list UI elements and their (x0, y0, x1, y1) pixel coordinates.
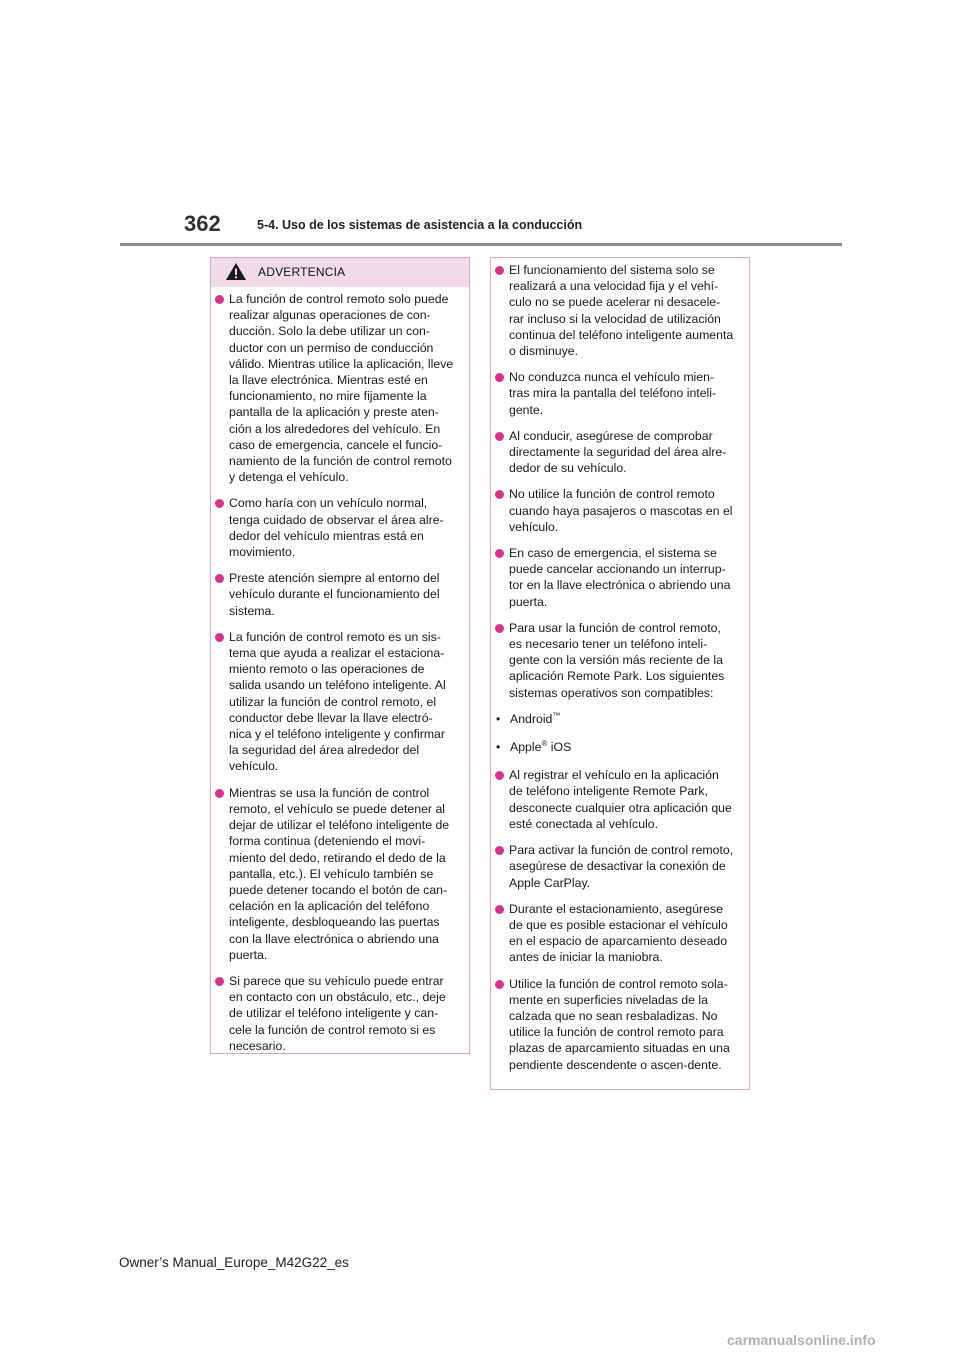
warning-item-text: Para usar la función de control remoto, es necesario tener un teléfono inteli-gente con la versión más reciente de la aplicación Remote Park. Los siguientes sistemas operativos son compatibles: (509, 620, 725, 700)
bullet-icon (495, 432, 504, 441)
warning-item (214, 629, 454, 775)
warning-item-text: No conduzca nunca el vehículo mien-tras mira la pantalla del teléfono inteli-gente. (509, 370, 717, 417)
bullet-icon (495, 624, 504, 633)
warning-item (494, 262, 734, 359)
page-number: 362 (184, 211, 221, 236)
warning-item (494, 369, 734, 418)
warning-title: ADVERTENCIA (258, 265, 346, 279)
warning-item-text: Para activar la función de control remoto, asegúrese de desactivar la conexión de Apple CarPlay. (509, 843, 734, 890)
warning-item (214, 291, 454, 485)
warning-item (214, 785, 454, 963)
warning-item (494, 545, 734, 610)
warning-item (494, 486, 734, 535)
bullet-icon (215, 295, 224, 304)
warning-item (494, 428, 734, 477)
bullet-icon (495, 266, 504, 275)
warning-item-text: Mientras se usa la función de control remoto, el vehículo se puede detener al dejar de utilizar el teléfono inteligente de forma continua (deteniendo el movi-miento del dedo, retirando el dedo de la pantalla, etc.). El vehículo también se puede detener tocando el botón de can-celación en la aplicación del teléfono inteligente, desbloqueando las puertas con la llave electrónica o abriendo una puerta. (229, 785, 450, 962)
list-dot: • (496, 711, 501, 726)
warning-item-text: Durante el estacionamiento, asegúrese de que es posible estacionar el vehículo en el espacio de aparcamiento deseado antes de iniciar la maniobra. (509, 901, 728, 965)
trademark-symbol: ™ (552, 710, 561, 720)
warning-item-text: En caso de emergencia, el sistema se puede cancelar accionando un interrup-tor en la llave electrónica o abriendo una puerta. (509, 546, 731, 609)
warning-item-text: La función de control remoto solo puede realizar algunas operaciones de con-ducción. Solo la debe utilizar un con-ductor con un permiso de conducción válido. Mientras utilice la aplicación, lleve la llave electrónica. Mientras esté en funcionamiento, no mire fijamente la pantalla de la aplicación y preste aten-ción a los alrededores del vehículo. En caso de emergencia, cancele el funcio-namiento de la función de control remoto y detenga el vehículo. (229, 292, 454, 485)
warning-item-text: La función de control remoto es un sis-tema que ayuda a realizar el estaciona-miento remoto o las operaciones de salida usando un teléfono inteligente. Al utilizar la función de control remoto, el conductor debe llevar la llave electró-nica y el teléfono inteligente y confirmar la seguridad del área alrededor del vehículo. (229, 629, 446, 774)
warning-item (214, 570, 454, 619)
warning-item-text: Al registrar el vehículo en la aplicación de teléfono inteligente Remote Park, desconecte cualquier otra aplicación que esté conectada al vehículo. (509, 768, 732, 831)
bullet-icon (215, 789, 224, 798)
bullet-icon (495, 373, 504, 382)
footer-manual-id: Owner’s Manual_Europe_M42G22_es (119, 1255, 349, 1270)
warning-list-right (494, 262, 734, 1083)
os-apple-label: Apple (510, 740, 542, 755)
os-ios-label: iOS (547, 740, 572, 755)
warning-item (494, 842, 734, 891)
bullet-icon (495, 905, 504, 914)
warning-item (214, 973, 454, 1054)
warning-item (494, 620, 734, 701)
bullet-icon (495, 980, 504, 989)
warning-item-text: Preste atención siempre al entorno del vehículo durante el funcionamiento del sistema. (229, 571, 440, 618)
bullet-icon (495, 490, 504, 499)
os-android-label: Android (510, 711, 553, 726)
bullet-icon (215, 633, 224, 642)
warning-item (214, 495, 454, 560)
warning-item-text: Utilice la función de control remoto sola-mente en superficies niveladas de la calzada que no sean resbaladizas. No utilice la función de control remoto para plazas de aparcamiento situadas en una pendiente descendente o ascen-dente. (509, 976, 730, 1072)
warning-list-left (214, 291, 454, 1064)
os-item-apple (494, 739, 734, 755)
warning-item-text: Al conducir, asegúrese de comprobar directamente la seguridad del área alre-dedor de su vehículo. (509, 428, 727, 476)
section-title: 5-4. Uso de los sistemas de asistencia a la conducción (257, 218, 583, 232)
warning-item (494, 976, 734, 1073)
bullet-icon (215, 977, 224, 986)
warning-triangle-icon (225, 262, 247, 281)
bullet-icon (495, 846, 504, 855)
warning-item (494, 901, 734, 966)
registered-symbol: ® (541, 738, 548, 748)
bullet-icon (215, 574, 224, 583)
warning-item-text: El funcionamiento del sistema solo se realizará a una velocidad fija y el vehí-culo no se puede acelerar ni desacele-rar incluso si la velocidad de utilización continua del teléfono inteligente aumenta o disminuye. (509, 263, 734, 359)
warning-item (494, 767, 734, 832)
list-dot: • (496, 740, 501, 755)
warning-item-text: No utilice la función de control remoto cuando haya pasajeros o mascotas en el vehículo. (509, 487, 733, 534)
warning-item-text: Como haría con un vehículo normal, tenga cuidado de observar el área alre-dedor del vehículo mientras está en movimiento. (229, 496, 444, 560)
warning-item-text: Si parece que su vehículo puede entrar en contacto con un obstáculo, etc., deje de utilizar el teléfono inteligente y can-cele la función de control remoto si es necesario. (229, 973, 446, 1053)
watermark: carmanualsonline.info (727, 1332, 876, 1348)
os-item-android (494, 711, 734, 727)
header-divider (120, 243, 842, 246)
bullet-icon (495, 771, 504, 780)
bullet-icon (495, 549, 504, 558)
bullet-icon (215, 499, 224, 508)
